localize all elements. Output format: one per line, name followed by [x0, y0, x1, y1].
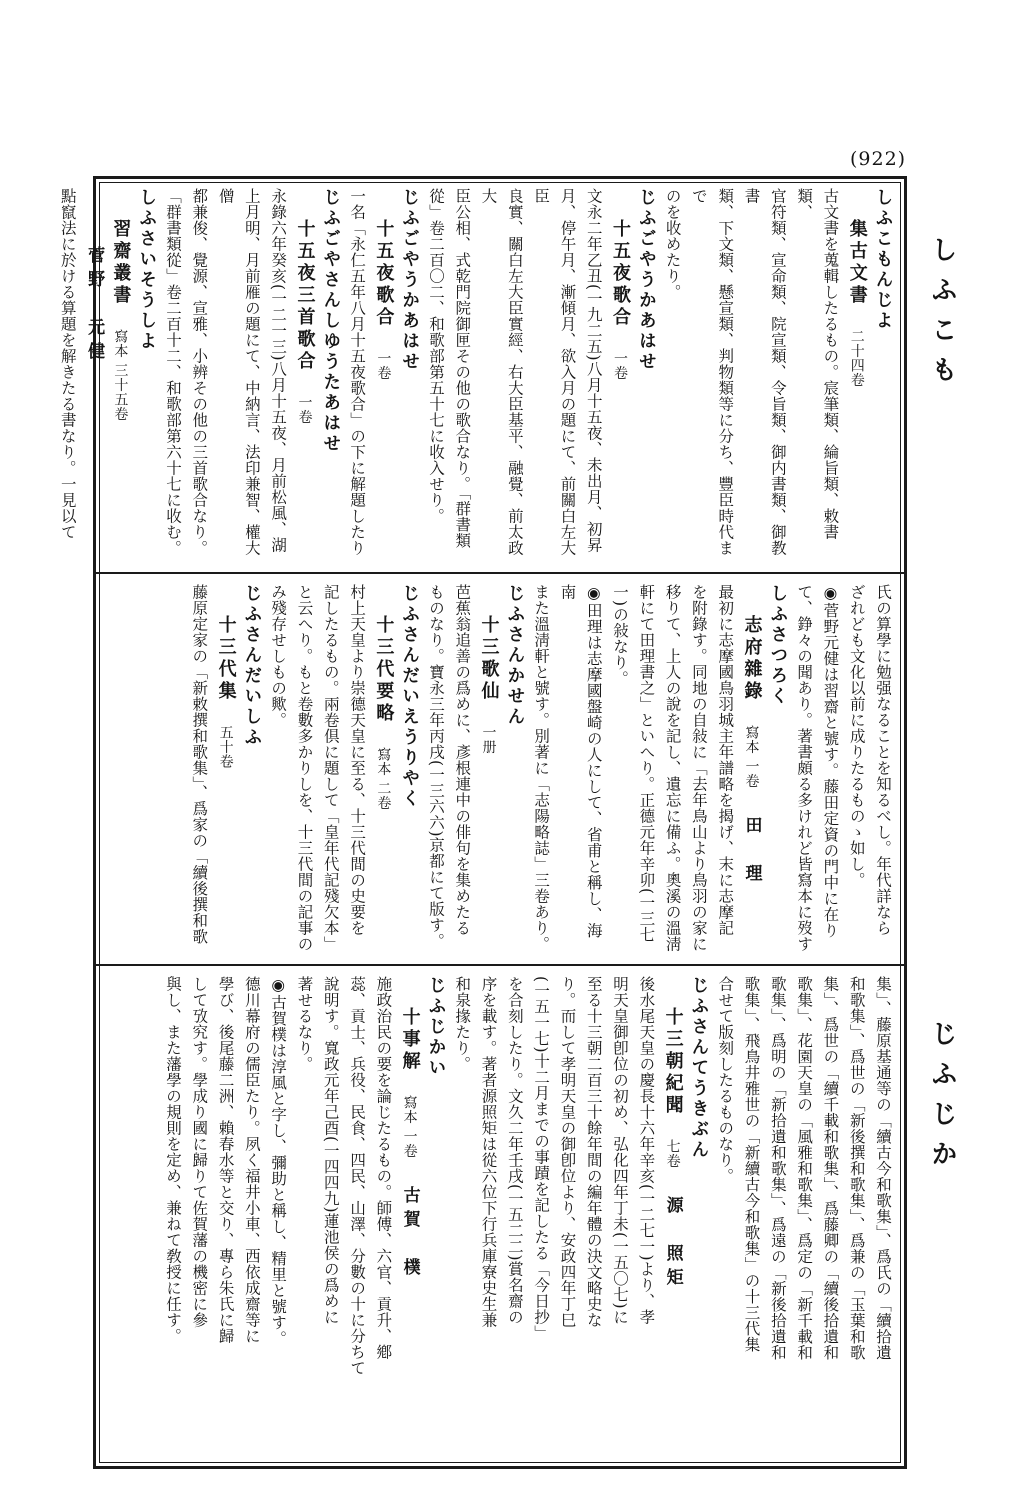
entry-body-line: のを收めたり。 [663, 188, 682, 300]
dictionary-entry [344, 188, 423, 563]
entry-body-line: ものなり。寶永三年丙戌(一三六六)京都にて版す。 [426, 584, 445, 950]
entry-body-line: 歌集」、花園天皇の「風雅和歌集」、爲定の「新千載和 [795, 976, 814, 1361]
entry-volumes: 一卷 [612, 351, 629, 381]
entry-body-line: 和歌集」、爲世の「新後撰和歌集」、爲兼の「玉葉和歌 [847, 976, 866, 1361]
dictionary-entry [55, 188, 160, 563]
entry-body-line: て、錚々の聞あり。著書頗る多けれど皆寫本に歿す [795, 584, 814, 952]
entry-title: 集古文書 [846, 219, 868, 307]
entry-title: 志府雜錄 [741, 615, 763, 703]
dictionary-entry [659, 188, 896, 563]
entry-body-line: 記したるもの。兩卷倶に題して「皇年代記殘欠本」 [321, 584, 340, 952]
entry-title: 十五夜歌合 [373, 219, 395, 329]
entry-reading-heading: じふじかい [425, 976, 446, 1079]
entry-reading-heading: しふこもんじよ [873, 188, 893, 332]
tier-divider-2 [93, 964, 907, 966]
entry-body-line: ◉菅野元健は習齋と號す。藤田定資の門中に在り [821, 584, 840, 939]
tier-middle [108, 584, 896, 954]
entry-author: 古賀 樸 [399, 1185, 420, 1282]
entry-reading-heading: しふさつろく [767, 584, 788, 707]
entry-body-line: また溫淸軒と號す。別著に「志陽略誌」三卷あり。 [532, 584, 551, 952]
entry-body-line: 最初に志摩國鳥羽城主年譜略を揭げ、末に志摩記 [716, 584, 735, 936]
entry-body-line: 「群書類從」卷二百十二、和歌部第六十七に收む。 [163, 188, 182, 556]
entry-body-line: 著せるなり。 [295, 976, 314, 1072]
dictionary-entry [528, 584, 791, 954]
entry-body-line: 上月明、月前雁の題にて、中納言、法印兼智、權大僧 [216, 188, 261, 556]
entry-body-line: 臣公相、式乾門院御匣その他の歌合なり。「群書類 [453, 188, 472, 549]
entry-body-line: 後水尾天皇の慶長十六年辛亥(一二七一)より、孝 [637, 976, 656, 1326]
entry-title-line [738, 584, 764, 954]
entry-volumes: 寫本 三十五卷 [112, 329, 129, 422]
entry-title-line [659, 976, 685, 1461]
entry-body-line: 文永二年乙丑(一九二五)八月十五夜、未出月、初昇 [584, 188, 603, 554]
dictionary-entry [186, 584, 265, 954]
running-head-left: じふじか [927, 1020, 957, 1180]
dictionary-entry [423, 188, 660, 563]
entry-body-line: 施政治民の要を論じたるもの。師傅、六官、貢升、鄕 [374, 976, 393, 1360]
entry-body-line: 氏の算學に勉强なることを知るべし。年代詳なら [874, 584, 892, 936]
entry-title-line [475, 584, 501, 954]
dictionary-entry [160, 188, 344, 563]
entry-volumes: 二十四卷 [848, 329, 865, 388]
entry-title: 十三代要略 [373, 615, 395, 725]
tier-upper [58, 188, 896, 563]
entry-reading-heading: しふさいそうしよ [136, 188, 157, 352]
entry-body-line: 軒にて田理書之」といへり。正德元年辛卯(一三七 [637, 584, 656, 943]
entry-body-line: 古文書を蒐輯したるもの。宸筆類、綸旨類、敕書類、 [795, 188, 840, 540]
entry-body-line: と云へり。もと卷數多かりしを、十三代間の記事の [295, 584, 314, 952]
entry-body-line: み殘存せしもの歟。 [269, 584, 288, 728]
entry-title-line [81, 188, 134, 563]
entry-title: 十三朝紀聞 [662, 1007, 684, 1117]
entry-volumes: 一册 [480, 725, 497, 755]
dictionary-entry [449, 976, 712, 1461]
entry-title-line [607, 188, 633, 563]
entry-body-line: 點竄法に於ける算題を解きたる書なり。一見以て [58, 188, 77, 540]
dictionary-entry [791, 584, 896, 954]
entry-body-line: 和泉掾たり。 [453, 976, 472, 1072]
entry-body-line: 學び、後尾藤二洲、賴春水等と交り、專ら朱氏に歸 [216, 976, 235, 1344]
entry-volumes: 一卷 [296, 395, 313, 425]
entry-title-line [396, 976, 422, 1461]
entry-body-line: 德川幕府の儒臣たり。夙く福井小車、西依成齋等に [242, 976, 261, 1344]
entry-volumes: 五十卷 [217, 725, 234, 769]
entry-reading-heading: じふごやうかあはせ [636, 188, 657, 373]
tier-lower [108, 976, 896, 1461]
entry-body-line: 至る十三朝二百三十餘年間の編年體の決文略史な [584, 976, 603, 1328]
tier-divider-1 [93, 572, 907, 574]
entry-body-line: 明天皇御卽位の初め、弘化四年丁未(一五〇七)に [611, 976, 630, 1326]
entry-volumes: 寫本 二卷 [375, 747, 392, 811]
dictionary-entry [265, 584, 423, 954]
entry-author: 田 理 [741, 815, 762, 888]
entry-title-line [212, 584, 238, 954]
entry-title: 十三歌仙 [478, 615, 500, 703]
entry-title-line [291, 188, 317, 563]
entry-reading-heading: じふさんかせん [504, 584, 525, 728]
entry-reading-heading: じふさんだいしふ [241, 584, 262, 748]
entry-body-line: 集」、藤原基通等の「續古今和歌集」、爲氏の「續拾遺 [874, 976, 892, 1361]
entry-title-line [843, 188, 869, 563]
entry-body-line: 歌集」、爲明の「新拾遺和歌集」、爲遠の「新後拾遺和 [768, 976, 787, 1361]
entry-body-line: を附錄す。同地の自敍に「去年鳥山より鳥羽の家に [689, 584, 708, 952]
entry-body-line: り。而して孝明天皇の御卽位より、安政四年丁巳 [558, 976, 577, 1328]
entry-body-line: 與し、また藩學の規則を定め、兼ねて敎授に任す。 [163, 976, 182, 1344]
entry-title: 十事解 [399, 1007, 421, 1073]
entry-volumes: 七卷 [664, 1139, 681, 1169]
entry-body-line: 都兼俊、覺源、宣雅、小辨その他の三首歌合なり。 [190, 188, 209, 556]
entry-reading-heading: じふごやさんしゆうたあはせ [320, 188, 341, 455]
entry-volumes: 寫本 一卷 [401, 1095, 418, 1159]
entry-body-line: を合刻したり。文久二年壬戌(一五二二)賞名齋の [505, 976, 524, 1326]
running-head-right: しふこも [927, 236, 957, 396]
entry-body-line: ◉田理は志摩國盤崎の人にして、省甫と稱し、海南 [558, 584, 603, 939]
entry-author: 源 照矩 [662, 1195, 683, 1292]
entry-title-line [370, 188, 396, 563]
entry-body-line: 移りて、上人の說を記し、遺忘に備ふ。奧溪の溫淸 [663, 584, 682, 952]
entry-body-line: 說明す。寬政元年己酉(一四四九)蓮池侯の爲めに [321, 976, 340, 1326]
entry-body-line: 永錄六年癸亥(一二一三)八月十五夜、月前松風、湖 [269, 188, 288, 554]
entry-body-line: 集」、爲世の「續千載和歌集」、爲藤卿の「續後拾遺和 [821, 976, 840, 1361]
entry-body-line: 一名「永仁五年八月十五夜歌合」の下に解題したり [348, 188, 367, 556]
entry-reading-heading: じふさんてうきぶん [688, 976, 709, 1161]
entry-body-line: 合せて版刻したるものなり。 [716, 976, 735, 1184]
entry-body-line: ◉古賀樸は淳風と字し、彌助と稱し、精里と號す。 [269, 976, 288, 1347]
entry-volumes: 寫本 一卷 [743, 725, 760, 789]
dictionary-entry [160, 976, 449, 1461]
entry-reading-heading: じふさんだいえうりやく [399, 584, 420, 810]
entry-body-line: (一五一七)十二月までの事蹟を記したる「今日抄」 [532, 976, 551, 1342]
entry-body-line: 良實、關白左大臣實經、右大臣基平、融覺、前太政大 [479, 188, 524, 556]
page-number: (922) [850, 148, 907, 170]
entry-body-line: 類、下文類、懸宣類、判物類等に分ち、豐臣時代まで [689, 188, 735, 556]
entry-body-line: 藤原定家の「新敕撰和歌集」、爲家の「續後撰和歌 [190, 584, 209, 945]
entry-body-line: 序を載す。著者源照矩は從六位下行兵庫寮史生兼 [479, 976, 498, 1328]
entry-author: 菅野 元健 [84, 246, 105, 367]
entry-body-line: 村上天皇より崇德天皇に至る、十三代間の史要を [348, 584, 367, 936]
entry-title: 十三代集 [215, 615, 237, 703]
dictionary-entry [423, 584, 528, 954]
entry-body-line: 月、停午月、漸傾月、欲入月の題にて、前關白左大臣 [532, 188, 577, 556]
entry-title: 十五夜歌合 [610, 219, 632, 329]
entry-body-line: して攷究す。學成り國に歸りて佐賀藩の機密に參 [190, 976, 209, 1328]
entry-body-line: 官符類、宣命類、院宣類、令旨類、御内書類、御教書 [742, 188, 787, 556]
entry-title: 十五夜三首歌合 [294, 219, 316, 373]
entry-body-line: 從」卷二百〇二、和歌部第五十七に收入せり。 [426, 188, 445, 524]
entry-body-line: ざれども文化以前に成りたるものゝ如し。 [847, 584, 866, 888]
entry-volumes: 一卷 [375, 351, 392, 381]
entry-body-line: 蕊、貢士、兵役、民食、四民、山澤、分數の十に分ちて [348, 976, 367, 1376]
entry-body-line: 一)の敍なり。 [611, 584, 630, 687]
entry-title: 習齋叢書 [110, 219, 132, 307]
entry-body-line: 芭蕉翁追善の爲めに、彥根連中の俳句を集めたる [453, 584, 472, 936]
entry-title-line [370, 584, 396, 954]
entry-body-line: 歌集」、飛鳥井雅世の「新續古今和歌集」の十三代集 [742, 976, 761, 1353]
entry-reading-heading: じふごやうかあはせ [399, 188, 420, 373]
dictionary-entry [712, 976, 896, 1461]
